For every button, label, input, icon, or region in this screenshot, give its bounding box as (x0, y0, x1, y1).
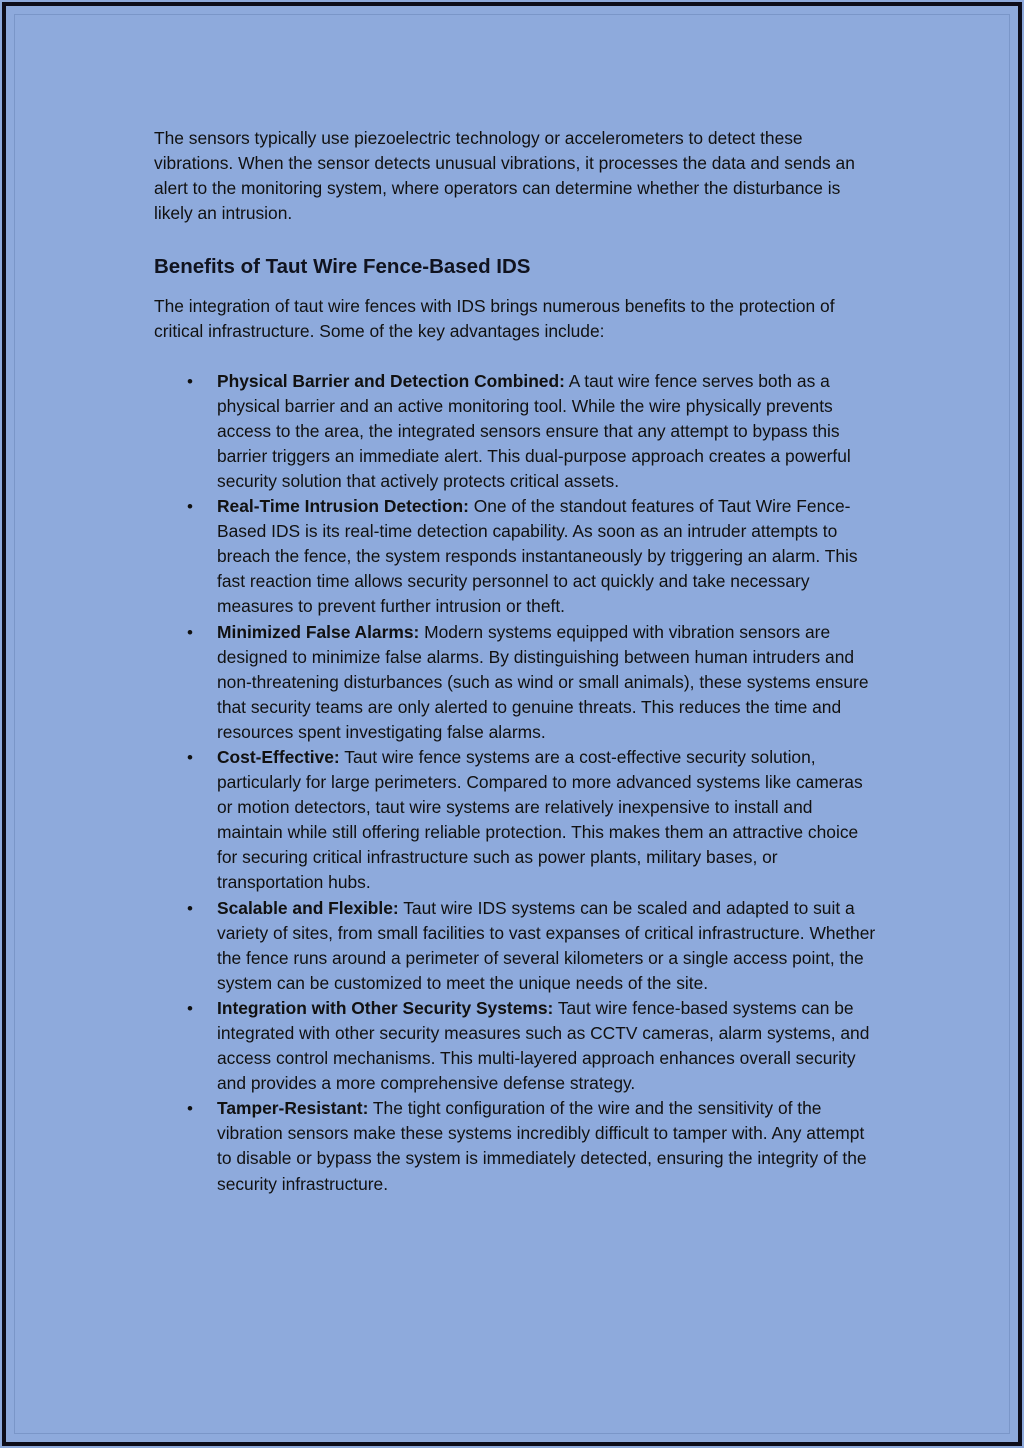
list-item (154, 494, 878, 619)
bullet-icon: • (187, 1099, 193, 1119)
list-item (154, 896, 878, 996)
list-item (154, 996, 878, 1096)
lead-paragraph: The integration of taut wire fences with IDS brings numerous benefits to the protection of critical infrastructure. Some of the key advantages include: (154, 296, 835, 342)
bullet-icon: • (187, 747, 193, 767)
bullet-icon: • (187, 497, 193, 517)
bullet-icon: • (187, 998, 193, 1018)
intro-paragraph: The sensors typically use piezoelectric technology or accelerometers to detect these vibrations. When the sensor detects unusual vibrations, it processes the data and sends an alert to the monitoring system, where operators can determine whether the disturbance is likely an intrusion. (154, 128, 855, 224)
document-page (2, 2, 1022, 1446)
benefit-text: Taut wire fence systems are a cost-effective security solution, particularly for large perimeters. Compared to more advanced systems like cameras or motion detectors, taut wire systems are relatively inexpensive to install and maintain while still offering reliable protection. This makes them an attractive choice for securing critical infrastructure such as power plants, military bases, or transportation hubs. (217, 746, 863, 893)
benefits-list (154, 369, 878, 1197)
list-item (154, 369, 878, 494)
benefit-title: Cost-Effective: (217, 746, 340, 767)
list-item (154, 620, 878, 745)
benefit-text: Modern systems equipped with vibration sensors are designed to minimize false alarms. By distinguishing between human intruders and non-threatening disturbances (such as wind or small animals), these systems ensure that security teams are only alerted to genuine threats. This reduces the time and resources spent investigating false alarms. (217, 621, 869, 742)
benefit-title: Minimized False Alarms: (217, 621, 420, 642)
bullet-icon: • (187, 898, 193, 918)
section-heading: Benefits of Taut Wire Fence-Based IDS (154, 255, 531, 279)
benefit-title: Tamper-Resistant: (217, 1098, 369, 1119)
benefit-text: Taut wire IDS systems can be scaled and adapted to suit a variety of sites, from small facilities to vast expanses of critical infrastructure. Whether the fence runs around a perimeter of several kilometers or a single access point, the system can be customized to meet the unique needs of the site. (217, 897, 876, 993)
bullet-icon: • (187, 622, 193, 642)
benefit-title: Real-Time Intrusion Detection: (217, 496, 469, 517)
list-item (154, 1096, 878, 1196)
benefit-title: Physical Barrier and Detection Combined: (217, 370, 565, 391)
bullet-icon: • (187, 371, 193, 391)
list-item (154, 745, 878, 896)
benefit-text: One of the standout features of Taut Wire Fence-Based IDS is its real-time detection capability. As soon as an intruder attempts to breach the fence, the system responds instantaneously by triggering an alarm. This fast reaction time allows security personnel to act quickly and take necessary measures to prevent further intrusion or theft. (217, 496, 858, 617)
benefit-text: Taut wire fence-based systems can be integrated with other security measures such as CCTV cameras, alarm systems, and access control mechanisms. This multi-layered approach enhances overall security and provides a more comprehensive defense strategy. (217, 997, 870, 1094)
document-body (154, 126, 878, 1197)
benefit-title: Integration with Other Security Systems: (217, 997, 554, 1018)
benefit-title: Scalable and Flexible: (217, 897, 399, 918)
benefit-text: The tight configuration of the wire and the sensitivity of the vibration sensors make these systems incredibly difficult to tamper with. Any attempt to disable or bypass the system is immediately detected, ensuring the integrity of the security infrastructure. (217, 1098, 867, 1194)
benefit-text: A taut wire fence serves both as a physical barrier and an active monitoring tool. While the wire physically prevents access to the area, the integrated sensors ensure that any attempt to bypass this barrier triggers an immediate alert. This dual-purpose approach creates a powerful security solution that actively protects critical assets. (217, 370, 851, 491)
